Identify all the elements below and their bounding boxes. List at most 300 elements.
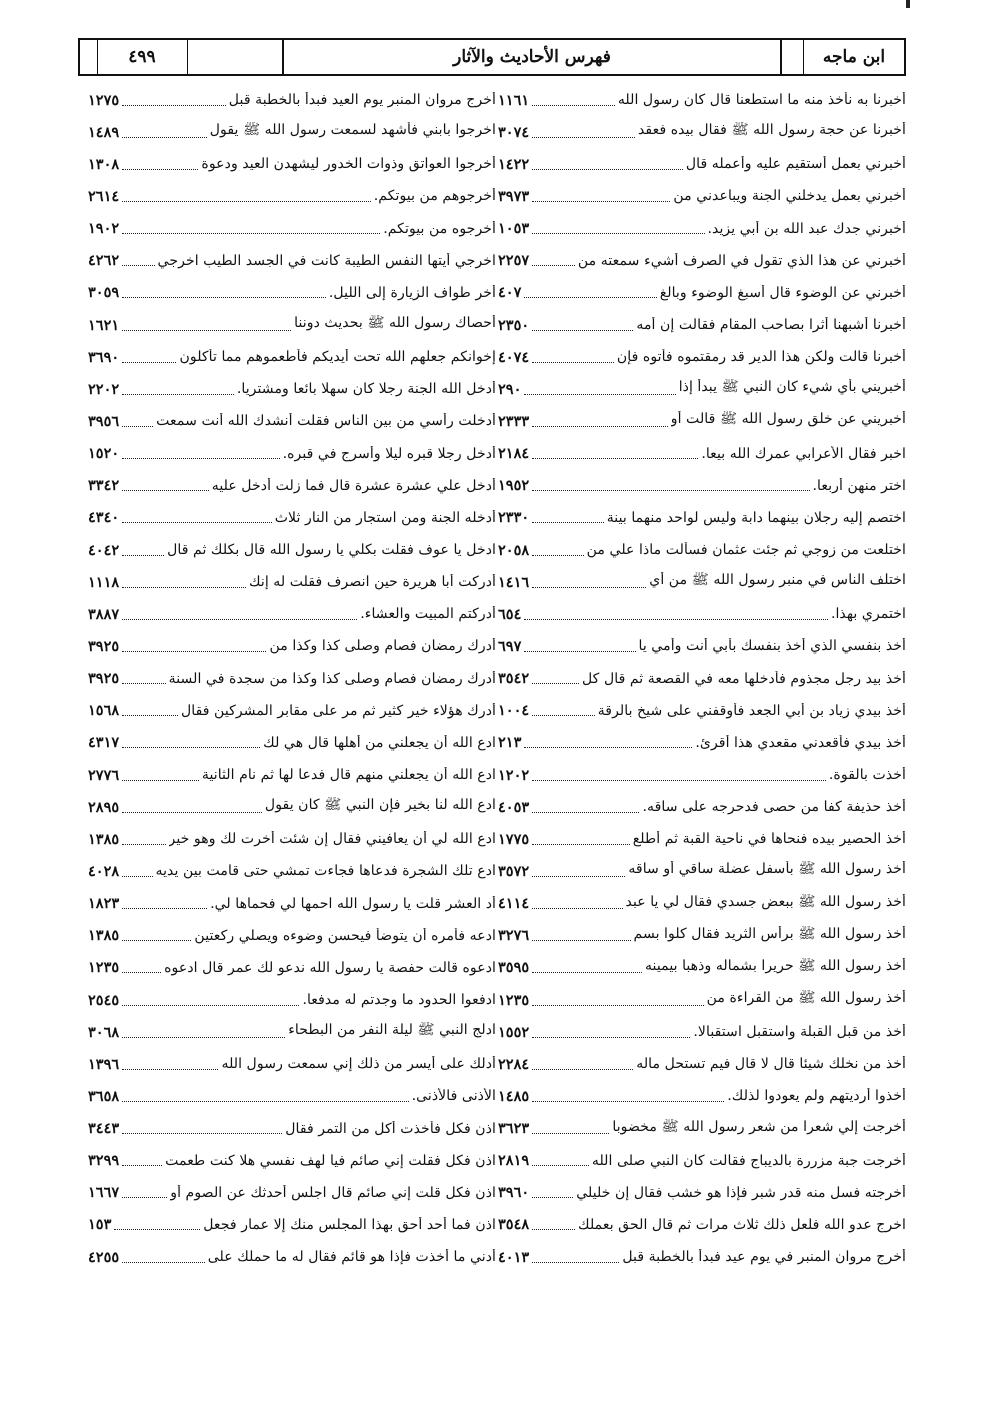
leader-dots bbox=[532, 105, 615, 106]
hadith-text: ادع الله لي أن يعافيني فقال إن شئت أخرت لك وهو خير bbox=[168, 831, 496, 848]
hadith-number: ٢٦١٤ bbox=[88, 187, 120, 205]
leader-dots bbox=[122, 201, 371, 202]
index-entry bbox=[88, 470, 496, 502]
hadith-number: ٣٢٩٩ bbox=[88, 1152, 120, 1170]
index-entry bbox=[88, 438, 496, 470]
hadith-number: ١٩٥٢ bbox=[498, 477, 530, 495]
leader-dots bbox=[122, 394, 234, 395]
header-book: ابن ماجه bbox=[822, 47, 886, 67]
hadith-number: ٣٩٢٥ bbox=[88, 670, 120, 688]
hadith-text: أخبرني عن هذا الذي تقول في الصرف أشيء سمعته من bbox=[577, 252, 906, 269]
header-divider bbox=[97, 40, 98, 74]
hadith-number: ٢٣٣٣ bbox=[498, 412, 530, 430]
hadith-number: ١٧٧٥ bbox=[498, 830, 530, 848]
index-entry bbox=[88, 566, 496, 598]
hadith-text: أخذت بالقوة. bbox=[828, 767, 906, 784]
hadith-number: ١٤٢٢ bbox=[498, 155, 530, 173]
hadith-number: ١٣٠٨ bbox=[88, 155, 120, 173]
leader-dots bbox=[532, 169, 683, 170]
hadith-text: أخرج مروان المنبر في يوم عيد فبدأ بالخطبة قبل bbox=[622, 1249, 906, 1266]
index-entry bbox=[88, 598, 496, 630]
index-entry bbox=[498, 180, 906, 212]
index-entry bbox=[88, 245, 496, 277]
leader-dots bbox=[122, 1262, 205, 1263]
leader-dots bbox=[532, 201, 670, 202]
hadith-number: ٤٠١٣ bbox=[498, 1248, 530, 1266]
hadith-number: ٤٠٤٢ bbox=[88, 541, 120, 559]
leader-dots bbox=[122, 105, 226, 106]
index-entry bbox=[498, 277, 906, 309]
hadith-text: اخبر فقال الأعرابي عمرك الله بيعا. bbox=[701, 445, 906, 462]
index-entry bbox=[498, 984, 906, 1016]
hadith-text: أدرك رمضان فصام وصلى كذا وكذا من bbox=[269, 638, 496, 655]
hadith-number: ١٥٢٠ bbox=[88, 445, 120, 463]
hadith-text: أدرك هؤلاء خير كثير ثم مر على مقابر المشركين فقال bbox=[180, 702, 496, 719]
index-entry bbox=[498, 727, 906, 759]
hadith-text: أخبرني بعمل يدخلني الجنة ويباعدني من bbox=[673, 188, 906, 205]
hadith-number: ١٣٨٥ bbox=[88, 830, 120, 848]
index-entry bbox=[88, 727, 496, 759]
index-entry bbox=[498, 1016, 906, 1048]
hadith-text: اذن فكل فقلت إني صائم فيا لهف نفسي هلا كنت طعمت bbox=[165, 1152, 496, 1169]
hadith-text: أخرجوه من بيوتكم. bbox=[383, 220, 496, 237]
leader-dots bbox=[532, 587, 646, 588]
hadith-number: ٢٢٨٤ bbox=[498, 1055, 530, 1073]
hadith-text: أخرجته فسل منه قدر شبر فإذا هو خشب فقال إن خليلي bbox=[576, 1184, 906, 1201]
leader-dots bbox=[532, 1262, 619, 1263]
index-entry bbox=[88, 213, 496, 245]
hadith-text: إخوانكم جعلهم الله تحت أيديكم فأطعموهم مما تأكلون bbox=[179, 349, 496, 366]
hadith-text: أخرجوهم من بيوتكم. bbox=[373, 188, 496, 205]
leader-dots bbox=[122, 908, 207, 909]
hadith-text: اختمري بهذا. bbox=[830, 606, 906, 623]
hadith-number: ٢٨١٩ bbox=[498, 1152, 530, 1170]
hadith-text: أخذ بيد رجل مجذوم فأدخلها معه في القصعة ثم قال كل bbox=[581, 670, 906, 687]
hadith-number: ١٩٠٢ bbox=[88, 220, 120, 238]
hadith-text: أخرج مروان المنبر يوم العيد فبدأ بالخطبة قبل bbox=[228, 92, 496, 109]
hadith-number: ٣٩٦٠ bbox=[498, 1184, 530, 1202]
hadith-text: أخرجت إلي شعرا من شعر رسول الله ﷺ مخضوبا bbox=[612, 1118, 906, 1135]
index-entry bbox=[498, 1113, 906, 1145]
hadith-number: ٣٠٦٨ bbox=[88, 1023, 120, 1041]
hadith-text: أدركت أبا هريرة حين انصرف فقلت له إنك bbox=[248, 574, 496, 591]
hadith-text: أدرك رمضان فصام وصلى كذا وكذا من سجدة في السنة bbox=[168, 670, 496, 687]
leader-dots bbox=[122, 137, 207, 138]
hadith-text: أد العشر قلت يا رسول الله احمها لي فحماها لي. bbox=[210, 895, 496, 912]
hadith-number: ٢٧٧٦ bbox=[88, 766, 120, 784]
index-entry bbox=[498, 405, 906, 437]
index-entry bbox=[88, 309, 496, 341]
leader-dots bbox=[532, 1197, 573, 1198]
index-entry bbox=[498, 1177, 906, 1209]
leader-dots bbox=[122, 940, 191, 941]
hadith-text: أخذ رسول الله ﷺ برأس الثريد فقال كلوا بسم bbox=[633, 925, 906, 942]
leader-dots bbox=[532, 1005, 703, 1006]
hadith-text: اذن فما أحد أحق بهذا المجلس منك إلا عمار فجعل bbox=[203, 1216, 496, 1233]
leader-dots bbox=[122, 1101, 408, 1102]
leader-dots bbox=[122, 1165, 162, 1166]
hadith-number: ٣٤٤٣ bbox=[88, 1120, 120, 1138]
index-entry bbox=[88, 1080, 496, 1112]
hadith-text: أدخل رجلا قبره ليلا وأسرج في قبره. bbox=[282, 445, 496, 462]
leader-dots bbox=[532, 330, 633, 331]
hadith-text: أخبرنا أشبهنا أثرا بصاحب المقام فقالت إن أمه bbox=[636, 317, 906, 334]
hadith-number: ٤٣١٧ bbox=[88, 734, 120, 752]
leader-dots bbox=[532, 1037, 690, 1038]
hadith-number: ٢٣٥٠ bbox=[498, 316, 530, 334]
leader-dots bbox=[122, 780, 199, 781]
leader-dots bbox=[122, 619, 357, 620]
index-entry bbox=[498, 630, 906, 662]
hadith-number: ١٠٥٣ bbox=[498, 220, 530, 238]
index-entry bbox=[498, 1048, 906, 1080]
hadith-number: ١٥٥٢ bbox=[498, 1023, 530, 1041]
leader-dots bbox=[532, 780, 826, 781]
hadith-number: ٢٨٩٥ bbox=[88, 798, 120, 816]
leader-dots bbox=[532, 426, 668, 427]
hadith-text: أدخل علي عشرة عشرة قال فما زلت أدخل عليه bbox=[211, 477, 496, 494]
hadith-number: ٤٣٤٠ bbox=[88, 509, 120, 527]
hadith-text: أخذ حذيفة كفا من حصى فدحرجه على ساقه. bbox=[642, 799, 906, 816]
hadith-text: أخذ رسول الله ﷺ حريرا بشماله وذهبا بيمينه bbox=[644, 957, 906, 974]
hadith-number: ٢٠٥٨ bbox=[498, 541, 530, 559]
hadith-text: ادلج النبي ﷺ ليلة النفر من البطحاء bbox=[288, 1022, 496, 1039]
hadith-text: ادع الله أن يجعلني منهم قال فدعا لها ثم نام الثانية bbox=[201, 767, 496, 784]
leader-dots bbox=[532, 522, 604, 523]
leader-dots bbox=[524, 619, 828, 620]
hadith-text: أخر طواف الزيارة إلى الليل. bbox=[328, 284, 496, 301]
hadith-number: ٢١٣ bbox=[498, 734, 522, 752]
leader-dots bbox=[122, 330, 291, 331]
hadith-number: ٢١٨٤ bbox=[498, 445, 530, 463]
leader-dots bbox=[122, 233, 380, 234]
hadith-text: أخبرني بعمل أستقيم عليه وأعمله قال bbox=[685, 156, 906, 173]
hadith-text: اخرجي أيتها النفس الطيبة كانت في الجسد الطيب اخرجي bbox=[157, 252, 496, 269]
index-entry bbox=[498, 695, 906, 727]
index-entry bbox=[88, 759, 496, 791]
hadith-text: أخذ الحصير بيده فنحاها في ناحية القبة ثم أطلع bbox=[632, 831, 906, 848]
hadith-text: أدركتم المبيت والعشاء. bbox=[360, 606, 496, 623]
hadith-number: ٦٩٧ bbox=[498, 637, 522, 655]
leader-dots bbox=[122, 1197, 167, 1198]
hadith-text: ادفعوا الحدود ما وجدتم له مدفعا. bbox=[302, 992, 496, 1008]
index-entry bbox=[88, 1145, 496, 1177]
leader-dots bbox=[532, 233, 704, 234]
hadith-number: ١٨٢٣ bbox=[88, 895, 120, 913]
index-entry bbox=[498, 373, 906, 405]
hadith-number: ١٠٠٤ bbox=[498, 702, 530, 720]
leader-dots bbox=[122, 812, 262, 813]
leader-dots bbox=[122, 876, 152, 877]
index-entry bbox=[88, 663, 496, 695]
leader-dots bbox=[122, 972, 161, 973]
hadith-number: ١٥٦٨ bbox=[88, 702, 120, 720]
hadith-number: ٣٣٤٢ bbox=[88, 477, 120, 495]
hadith-text: اذن فكل فأخذت أكل من التمر فقال bbox=[285, 1120, 496, 1137]
hadith-text: اذن فكل قلت إني صائم قال اجلس أحدثك عن الصوم أو bbox=[170, 1184, 496, 1201]
index-entry bbox=[88, 148, 496, 180]
leader-dots bbox=[122, 683, 165, 684]
header-divider bbox=[187, 40, 188, 74]
index-entry bbox=[88, 888, 496, 920]
index-entry bbox=[498, 598, 906, 630]
hadith-text: أخذ بيدي فأقعدني مقعدي هذا أقرئ. bbox=[695, 734, 906, 751]
leader-dots bbox=[532, 812, 639, 813]
hadith-text: اخرج عدو الله فلعل ذلك ثلاث مرات ثم قال الحق بعملك bbox=[578, 1216, 906, 1233]
leader-dots bbox=[122, 1037, 285, 1038]
hadith-number: ٢٢٠٢ bbox=[88, 380, 120, 398]
index-entry bbox=[498, 952, 906, 984]
index-entry bbox=[88, 855, 496, 887]
index-entry bbox=[88, 984, 496, 1016]
hadith-text: الأذنى فالأذنى. bbox=[411, 1088, 496, 1105]
index-entry bbox=[498, 470, 906, 502]
hadith-number: ١٦٢١ bbox=[88, 316, 120, 334]
hadith-number: ٢٩٠ bbox=[498, 380, 522, 398]
hadith-number: ٣٦٩٠ bbox=[88, 348, 120, 366]
hadith-text: أخذ بيدي زياد بن أبي الجعد فأوقفني على شيخ بالرقة bbox=[597, 702, 906, 719]
index-entry bbox=[498, 534, 906, 566]
hadith-number: ٣٩٧٣ bbox=[498, 187, 530, 205]
leader-dots bbox=[122, 1069, 218, 1070]
leader-dots bbox=[122, 490, 209, 491]
header-divider bbox=[282, 40, 284, 74]
hadith-text: أخرجوا العواتق وذوات الخدور ليشهدن العيد ودعوة bbox=[201, 156, 496, 173]
leader-dots bbox=[122, 844, 165, 845]
hadith-text: أخذ من نخلك شيئا قال لا قال فيم تستحل ماله bbox=[636, 1056, 906, 1073]
index-entry bbox=[498, 502, 906, 534]
hadith-number: ٣٩٢٥ bbox=[88, 637, 120, 655]
leader-dots bbox=[532, 940, 630, 941]
page-header bbox=[78, 38, 906, 76]
leader-dots bbox=[122, 426, 153, 427]
hadith-text: أدخل الله الجنة رجلا كان سهلا بائعا ومشتريا. bbox=[236, 381, 496, 398]
leader-dots bbox=[122, 169, 198, 170]
hadith-number: ٣٥٤٨ bbox=[498, 1216, 530, 1234]
leader-dots bbox=[532, 1101, 724, 1102]
leader-dots bbox=[122, 297, 326, 298]
hadith-text: ادع الله لنا بخير فإن النبي ﷺ كان يقول bbox=[264, 797, 496, 814]
index-entry bbox=[88, 1048, 496, 1080]
hadith-text: أخرجت جبة مزررة بالديباج فقالت كان النبي صلى الله bbox=[591, 1152, 906, 1169]
hadith-number: ٤٠٢٨ bbox=[88, 862, 120, 880]
index-entry bbox=[498, 1241, 906, 1273]
hadith-text: أدلك على أيسر من ذلك إني سمعت رسول الله bbox=[221, 1056, 496, 1073]
hadith-text: ادع الله أن يجعلني من أهلها قال هي لك bbox=[263, 734, 496, 751]
index-entry bbox=[88, 823, 496, 855]
index-entry bbox=[498, 245, 906, 277]
leader-dots bbox=[524, 394, 675, 395]
hadith-number: ٤٢٦٢ bbox=[88, 252, 120, 270]
index-entry bbox=[88, 341, 496, 373]
hadith-number: ٦٥٤ bbox=[498, 605, 522, 623]
hadith-number: ١٣٨٥ bbox=[88, 927, 120, 945]
hadith-text: أدني ما أخذت فإذا هو قائم فقال له ما حملك على bbox=[207, 1249, 496, 1266]
leader-dots bbox=[532, 683, 579, 684]
index-entry bbox=[498, 116, 906, 148]
leader-dots bbox=[532, 876, 625, 877]
hadith-number: ٢٥٤٥ bbox=[88, 991, 120, 1009]
hadith-number: ٤٠٧٤ bbox=[498, 348, 530, 366]
hadith-text: أخبرنا عن حجة رسول الله ﷺ فقال بيده فعقد bbox=[637, 122, 906, 139]
index-entry bbox=[88, 791, 496, 823]
index-entry bbox=[498, 341, 906, 373]
hadith-text: أخبريني عن خلق رسول الله ﷺ قالت أو bbox=[670, 411, 906, 428]
index-entry bbox=[88, 373, 496, 405]
leader-dots bbox=[524, 297, 656, 298]
hadith-text: ادخل يا عوف فقلت بكلي يا رسول الله قال بكلك ثم قال bbox=[167, 542, 496, 559]
index-entry bbox=[88, 534, 496, 566]
index-column-left bbox=[88, 84, 496, 1273]
index-entry bbox=[498, 1209, 906, 1241]
leader-dots bbox=[122, 522, 272, 523]
hadith-number: ١٢٣٥ bbox=[498, 991, 530, 1009]
hadith-number: ١٢٧٥ bbox=[88, 91, 120, 109]
index-entry bbox=[498, 148, 906, 180]
hadith-number: ١٦٦٧ bbox=[88, 1184, 120, 1202]
leader-dots bbox=[114, 1229, 200, 1230]
hadith-number: ٣٦٥٨ bbox=[88, 1087, 120, 1105]
index-entry bbox=[498, 855, 906, 887]
leader-dots bbox=[122, 715, 178, 716]
leader-dots bbox=[532, 458, 698, 459]
leader-dots bbox=[122, 555, 164, 556]
index-entry bbox=[498, 84, 906, 116]
index-entry bbox=[88, 277, 496, 309]
hadith-number: ١٤٨٩ bbox=[88, 123, 120, 141]
hadith-number: ١٣٩٦ bbox=[88, 1055, 120, 1073]
hadith-text: أخذ من قبل القبلة واستقبل استقبالا. bbox=[693, 1024, 906, 1041]
hadith-text: اختصم إليه رجلان بينهما دابة وليس لواحد منهما بينة bbox=[606, 509, 906, 526]
hadith-number: ٤٢٥٥ bbox=[88, 1248, 120, 1266]
hadith-number: ١٢٣٥ bbox=[88, 959, 120, 977]
hadith-number: ٤٠٥٣ bbox=[498, 798, 530, 816]
leader-dots bbox=[122, 747, 260, 748]
leader-dots bbox=[532, 908, 622, 909]
leader-dots bbox=[122, 1005, 299, 1006]
index-entry bbox=[498, 1145, 906, 1177]
hadith-number: ١٤١٦ bbox=[498, 573, 530, 591]
index-entry bbox=[88, 695, 496, 727]
hadith-number: ٣٥٤٢ bbox=[498, 670, 530, 688]
leader-dots bbox=[532, 715, 595, 716]
corner-mark bbox=[906, 0, 910, 8]
hadith-number: ١٥٣ bbox=[88, 1216, 112, 1234]
hadith-number: ١١٦١ bbox=[498, 91, 530, 109]
hadith-text: اختلعت من زوجي ثم جئت عثمان فسألت ماذا علي من bbox=[586, 542, 906, 559]
hadith-text: أخذ رسول الله ﷺ بأسفل عضلة ساقي أو ساقه bbox=[628, 861, 906, 878]
hadith-number: ٣٠٧٤ bbox=[498, 123, 530, 141]
hadith-number: ٣٢٧٦ bbox=[498, 927, 530, 945]
header-divider bbox=[780, 40, 782, 74]
leader-dots bbox=[524, 747, 692, 748]
hadith-number: ١٤٨٥ bbox=[498, 1087, 530, 1105]
leader-dots bbox=[122, 362, 176, 363]
hadith-number: ٣٩٥٦ bbox=[88, 412, 120, 430]
hadith-text: أخبرني جدك عبد الله بن أبي يزيد. bbox=[707, 220, 906, 237]
hadith-text: اختلف الناس في منبر رسول الله ﷺ من أي bbox=[649, 572, 906, 589]
hadith-text: اختر منهن أربعا. bbox=[812, 477, 906, 494]
index-column-right bbox=[498, 84, 906, 1273]
header-divider bbox=[803, 40, 804, 74]
index-entry bbox=[88, 630, 496, 662]
hadith-text: أخبرني عن الوضوء قال أسبغ الوضوء وبالغ bbox=[659, 284, 906, 301]
index-entry bbox=[88, 920, 496, 952]
hadith-text: أخذ بنفسي الذي أخذ بنفسك بأبي أنت وأمي يا bbox=[638, 638, 906, 655]
hadith-number: ٢٢٥٧ bbox=[498, 252, 530, 270]
index-entry bbox=[498, 920, 906, 952]
index-entry bbox=[498, 438, 906, 470]
leader-dots bbox=[532, 137, 635, 138]
hadith-number: ٤٠٧ bbox=[498, 284, 522, 302]
hadith-number: ٣٦٢٣ bbox=[498, 1120, 530, 1138]
leader-dots bbox=[122, 458, 279, 459]
leader-dots bbox=[532, 265, 575, 266]
leader-dots bbox=[122, 587, 246, 588]
index-entry bbox=[498, 1080, 906, 1112]
hadith-text: أخبريني بأي شيء كان النبي ﷺ يبدأ إذا bbox=[678, 379, 906, 396]
page-number: ٤٩٩ bbox=[128, 47, 156, 67]
hadith-number: ١٢٠٢ bbox=[498, 766, 530, 784]
hadith-text: أخبرنا قالت ولكن هذا الدير قد رمقتموه فأتوه فإن bbox=[616, 349, 906, 366]
hadith-text: ادعه فأمره أن يتوضأ فيحسن وضوءه ويصلي ركعتين bbox=[194, 927, 496, 944]
index-entry bbox=[498, 888, 906, 920]
index-entry bbox=[88, 405, 496, 437]
index-entry bbox=[88, 116, 496, 148]
index-entry bbox=[498, 791, 906, 823]
hadith-text: اخرجوا بابني فأشهد لسمعت رسول الله ﷺ يقول bbox=[209, 122, 496, 139]
index-entry bbox=[498, 566, 906, 598]
index-entry bbox=[88, 1177, 496, 1209]
hadith-number: ٣٠٥٩ bbox=[88, 284, 120, 302]
index-entry bbox=[88, 1241, 496, 1273]
header-title: فهرس الأحاديث والآثار bbox=[453, 47, 611, 67]
index-entry bbox=[88, 502, 496, 534]
hadith-text: أخذ رسول الله ﷺ من القراءة من bbox=[706, 990, 906, 1006]
index-entry bbox=[88, 180, 496, 212]
hadith-number: ٢٣٣٠ bbox=[498, 509, 530, 527]
hadith-number: ١١١٨ bbox=[88, 573, 120, 591]
index-entry bbox=[498, 663, 906, 695]
hadith-text: أدخلت رأسي من بين الناس فقلت أنشدك الله أنت سمعت bbox=[156, 413, 496, 430]
leader-dots bbox=[532, 1229, 575, 1230]
leader-dots bbox=[532, 1133, 609, 1134]
index-entry bbox=[498, 213, 906, 245]
hadith-text: أخذوا أرديتهم ولم يعودوا لذلك. bbox=[727, 1088, 906, 1105]
hadith-text: ادعوه قالت حفصة يا رسول الله ندعو لك عمر قال ادعوه bbox=[164, 959, 496, 976]
leader-dots bbox=[532, 362, 614, 363]
index-entry bbox=[88, 1113, 496, 1145]
index-entry bbox=[498, 823, 906, 855]
hadith-number: ٣٥٧٢ bbox=[498, 862, 530, 880]
leader-dots bbox=[524, 651, 635, 652]
index-entry bbox=[498, 759, 906, 791]
hadith-text: ادع تلك الشجرة فدعاها فجاءت تمشي حتى قامت بين يديه bbox=[155, 863, 496, 880]
leader-dots bbox=[122, 1133, 282, 1134]
leader-dots bbox=[122, 651, 266, 652]
leader-dots bbox=[532, 490, 809, 491]
leader-dots bbox=[532, 555, 583, 556]
index-entry bbox=[88, 952, 496, 984]
hadith-text: أخبرنا به نأخذ منه ما استطعنا قال كان رسول الله bbox=[617, 92, 906, 109]
index-entry bbox=[498, 309, 906, 341]
index-entry bbox=[88, 1016, 496, 1048]
leader-dots bbox=[532, 844, 630, 845]
hadith-text: أحصاك رسول الله ﷺ بحديث دوننا bbox=[294, 315, 496, 332]
index-entry bbox=[88, 1209, 496, 1241]
hadith-number: ٣٨٨٧ bbox=[88, 605, 120, 623]
leader-dots bbox=[532, 1165, 589, 1166]
